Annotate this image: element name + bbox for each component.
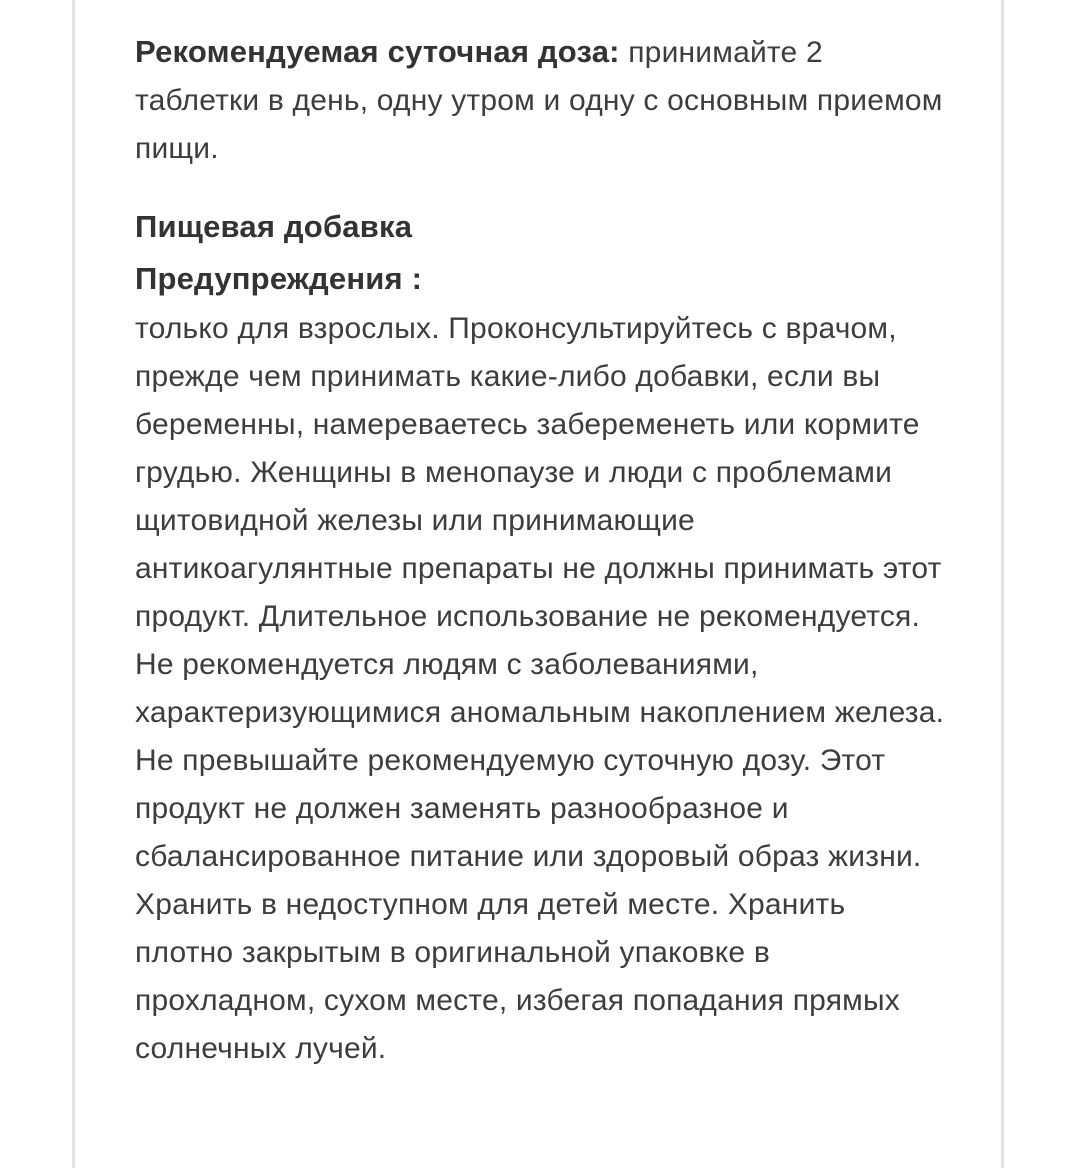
dosage-label: Рекомендуемая суточная доза: — [135, 34, 620, 69]
warnings-text: только для взрослых. Проконсультируйтесь с врачом, прежде чем принимать какие-либо добавки, если вы беременны, намереваетесь забеременеть или кормите грудью. Женщины в менопаузе и люди с проблемами щитовидной железы или принимающие антикоагулянтные препараты не должны принимать этот продукт. Длительное использование не рекомендуется. Не рекомендуется людям с заболеваниями, характеризующимися аномальным накоплением железа. Не превышайте рекомендуемую суточную дозу. Этот продукт не должен заменять разнообразное и сбалансированное питание или здоровый образ жизни. Хранить в недоступном для детей месте. Хранить плотно закрытым в оригинальной упаковке в прохладном, сухом месте, избегая попадания прямых солнечных лучей. — [135, 312, 945, 1065]
dosage-paragraph — [135, 28, 950, 173]
supplement-heading: Пищевая добавка — [135, 209, 413, 244]
warnings-heading: Предупреждения : — [135, 261, 423, 296]
dosage-text: принимайте 2 таблетки в день, одну утром и одну с основным приемом пищи. — [135, 36, 943, 165]
product-description — [135, 28, 950, 1073]
